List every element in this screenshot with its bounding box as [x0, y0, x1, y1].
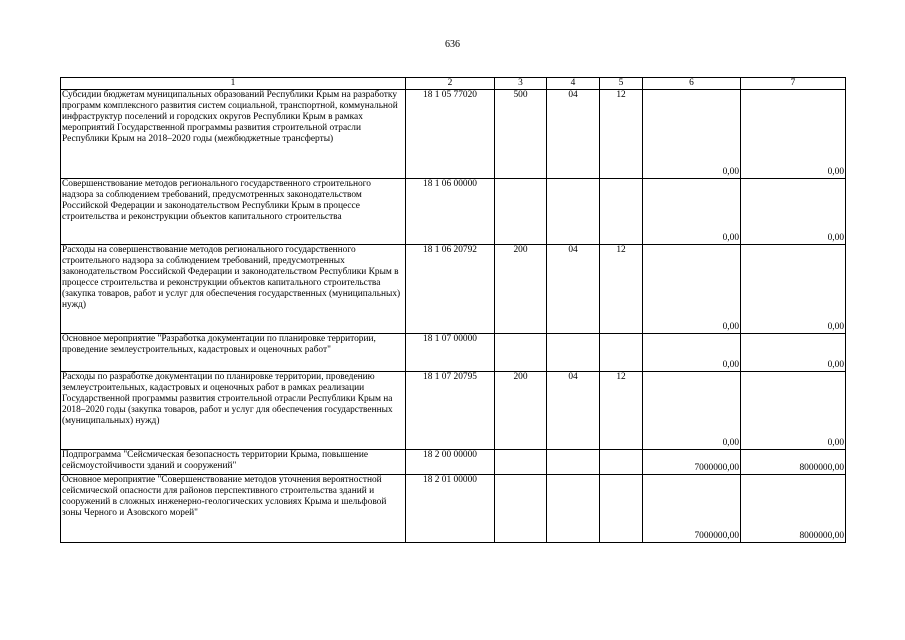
row-subsection: [600, 450, 643, 475]
row-subsection: 12: [600, 245, 643, 334]
row-amount-col6: 0,00: [643, 334, 741, 372]
row-amount-col6: 7000000,00: [643, 450, 741, 475]
row-code: 18 1 07 00000: [406, 334, 495, 372]
row-expense-type: 200: [495, 372, 547, 450]
row-expense-type: [495, 450, 547, 475]
column-header: 4: [547, 78, 600, 90]
row-expense-type: 500: [495, 90, 547, 179]
row-expense-type: [495, 475, 547, 543]
table-header-row: [61, 78, 846, 90]
row-code: 18 1 06 20792: [406, 245, 495, 334]
row-amount-col7: 8000000,00: [741, 475, 846, 543]
table-row: [61, 179, 846, 245]
row-subsection: [600, 475, 643, 543]
row-subsection: [600, 179, 643, 245]
row-name: Основное мероприятие "Совершенствование методов уточнения вероятностной сейсмической опасности для районов перспективного строительства зданий и сооружений в сложных инженерно-геологических условиях Крыма и шельфовой зоны Черного и Азовского морей": [61, 475, 406, 543]
row-name: Расходы по разработке документации по планировке территории, проведению землеустроительных, кадастровых и оценочных работ в рамках реализации Государственной программы развития строительной отрасли Республики Крым на 2018–2020 годы (закупка товаров, работ и услуг для обеспечения государственных (муниципальных) нужд): [61, 372, 406, 450]
row-code: 18 1 05 77020: [406, 90, 495, 179]
row-amount-col6: 7000000,00: [643, 475, 741, 543]
column-header: 3: [495, 78, 547, 90]
column-header: 5: [600, 78, 643, 90]
column-header: 1: [61, 78, 406, 90]
row-amount-col6: 0,00: [643, 372, 741, 450]
row-section: [547, 475, 600, 543]
column-header: 6: [643, 78, 741, 90]
row-name: Совершенствование методов регионального государственного строительного надзора за соблюдением требований, предусмотренных законодательством Российской Федерации и законодательством Республики Крым в процессе строительства и реконструкции объектов капитального строительства: [61, 179, 406, 245]
row-amount-col7: 8000000,00: [741, 450, 846, 475]
table-row: [61, 245, 846, 334]
column-header: 2: [406, 78, 495, 90]
table-row: [61, 334, 846, 372]
row-expense-type: [495, 179, 547, 245]
row-amount-col6: 0,00: [643, 245, 741, 334]
table-row: [61, 90, 846, 179]
row-amount-col6: 0,00: [643, 179, 741, 245]
row-amount-col7: 0,00: [741, 334, 846, 372]
row-code: 18 2 01 00000: [406, 475, 495, 543]
row-code: 18 1 07 20795: [406, 372, 495, 450]
row-code: 18 1 06 00000: [406, 179, 495, 245]
row-section: 04: [547, 245, 600, 334]
row-subsection: 12: [600, 372, 643, 450]
row-amount-col7: 0,00: [741, 372, 846, 450]
row-amount-col6: 0,00: [643, 90, 741, 179]
page-number: 636: [445, 39, 460, 50]
row-expense-type: [495, 334, 547, 372]
row-section: [547, 450, 600, 475]
row-section: [547, 334, 600, 372]
table-row: [61, 450, 846, 475]
row-section: [547, 179, 600, 245]
row-code: 18 2 00 00000: [406, 450, 495, 475]
row-name: Основное мероприятие "Разработка документации по планировке территории, проведение землеустроительных, кадастровых и оценочных работ": [61, 334, 406, 372]
budget-table: [60, 77, 846, 543]
table-row: [61, 475, 846, 543]
row-amount-col7: 0,00: [741, 179, 846, 245]
row-section: 04: [547, 90, 600, 179]
row-name: Субсидии бюджетам муниципальных образований Республики Крым на разработку программ комплексного развития систем социальной, транспортной, коммунальной инфраструктур поселений и городских округов Республики Крым в рамках мероприятий Государственной программы развития строительной отрасли Республики Крым на 2018–2020 годы (межбюджетные трансферты): [61, 90, 406, 179]
row-subsection: 12: [600, 90, 643, 179]
column-header: 7: [741, 78, 846, 90]
row-amount-col7: 0,00: [741, 90, 846, 179]
row-expense-type: 200: [495, 245, 547, 334]
row-name: Подпрограмма "Сейсмическая безопасность территории Крыма, повышение сейсмоустойчивости зданий и сооружений": [61, 450, 406, 475]
row-subsection: [600, 334, 643, 372]
row-section: 04: [547, 372, 600, 450]
row-amount-col7: 0,00: [741, 245, 846, 334]
table-row: [61, 372, 846, 450]
row-name: Расходы на совершенствование методов регионального государственного строительного надзора за соблюдением требований, предусмотренных законодательством Российской Федерации и законодательством Республики Крым в процессе строительства и реконструкции объектов капитального строительства (закупка товаров, работ и услуг для обеспечения государственных (муниципальных) нужд): [61, 245, 406, 334]
